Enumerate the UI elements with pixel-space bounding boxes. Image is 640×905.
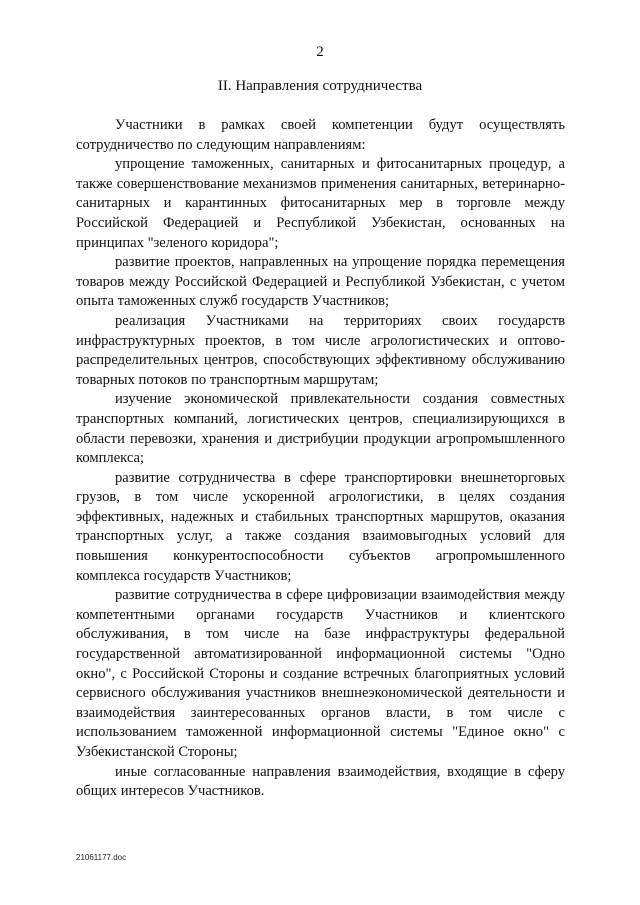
paragraph-other-directions: иные согласованные направления взаимодействия, входящие в сферу общих интересов Участников. (76, 763, 565, 800)
paragraph-customs-procedures: упрощение таможенных, санитарных и фитосанитарных процедур, а также совершенствование механизмов применения санитарных, ветеринарно-санитарных и карантинных фитосанитарных мер в торговле между Российской Федерацией и Республикой Узбекистан, основанных на принципах "зеленого коридора"; (76, 156, 565, 251)
paragraph-goods-movement: развитие проектов, направленных на упрощение порядка перемещения товаров между Российской Федерацией и Республикой Узбекистан, с учетом опыта таможенных служб государств Участников; (76, 254, 565, 310)
paragraph-digitalization: развитие сотрудничества в сфере цифровизации взаимодействия между компетентными органами государств Участников и клиентского обслуживания, в том числе на базе инфраструктуры федеральной государственной автоматизированной информационной системы "Одно окно", с Российской Стороны и создание встречных благоприятных условий сервисного обслуживания участников внешнеэкономической деятельности и взаимодействия заинтересованных органов власти, в том числе с использованием таможенной информационной системы "Единое окно" с Узбекистанской Стороны; (76, 587, 565, 760)
page-number: 2 (316, 44, 324, 60)
paragraph-transport-companies: изучение экономической привлекательности создания совместных транспортных компаний, логистических центров, специализирующихся в области перевозки, хранения и дистрибуции продукции агропромышленного комплекса; (76, 391, 565, 467)
paragraph-infrastructure-projects: реализация Участниками на территориях своих государств инфраструктурных проектов, в том числе агрологистических и оптово-распределительных центров, способствующих эффективному обслуживанию товарных потоков по транспортным маршрутам; (76, 312, 565, 388)
section-title: II. Направления сотрудничества (217, 78, 423, 94)
file-reference: 21061177.doc (76, 853, 127, 862)
paragraph-freight-transportation: развитие сотрудничества в сфере транспортировки внешнеторговых грузов, в том числе ускоренной агрологистики, в целях создания эффективных, надежных и стабильных транспортных маршрутов, оказания транспортных услуг, а также создания взаимовыгодных условий для повышения конкурентоспособности субъектов агропромышленного комплекса государств Участников; (76, 469, 565, 584)
document-body (76, 116, 565, 802)
paragraph-intro: Участники в рамках своей компетенции будут осуществлять сотрудничество по следующим направлениям: (76, 117, 565, 153)
